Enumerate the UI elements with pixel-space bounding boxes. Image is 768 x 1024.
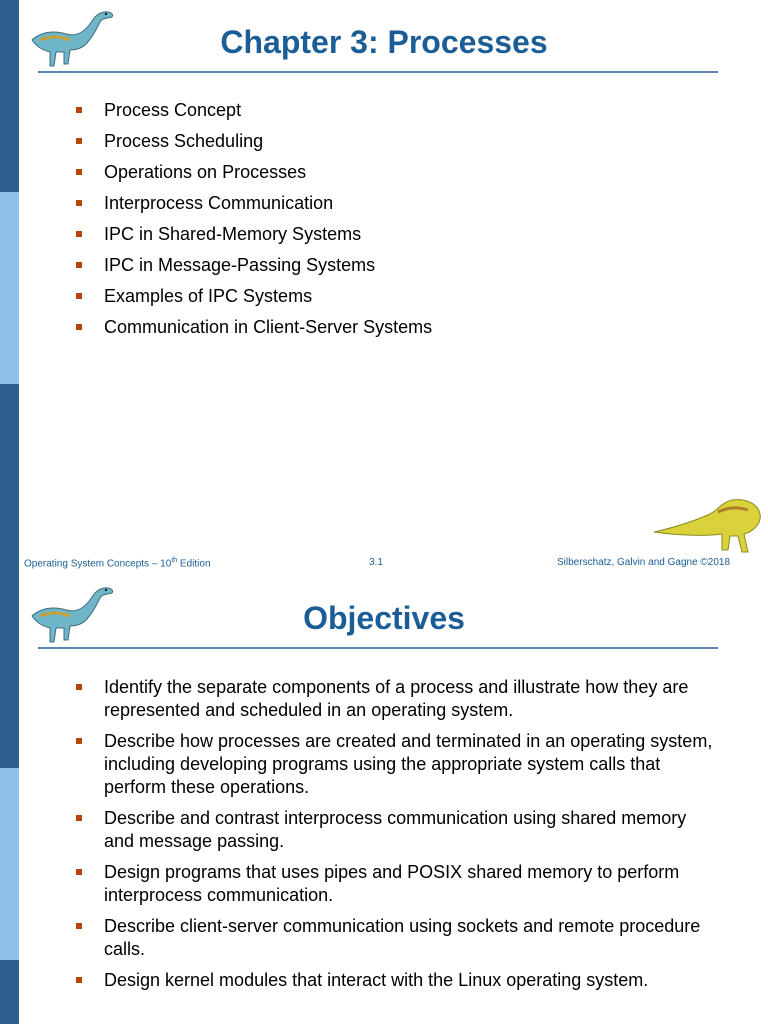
list-item: Design programs that uses pipes and POSIX shared memory to perform interprocess communication. xyxy=(76,861,716,907)
title-divider xyxy=(38,647,718,649)
bullet-list xyxy=(76,676,716,1000)
bullet-square-icon xyxy=(76,231,82,237)
bullet-square-icon xyxy=(76,815,82,821)
bullet-square-icon xyxy=(76,293,82,299)
list-item: Describe and contrast interprocess communication using shared memory and message passing. xyxy=(76,807,716,853)
list-item: Process Scheduling xyxy=(76,130,716,153)
left-sidebar-stripe xyxy=(0,0,19,576)
footer-page-number: 3.1 xyxy=(369,557,383,568)
list-item: Communication in Client-Server Systems xyxy=(76,316,716,339)
bullet-list xyxy=(76,99,716,347)
left-sidebar-stripe xyxy=(0,576,19,1024)
bullet-square-icon xyxy=(76,169,82,175)
list-item: Process Concept xyxy=(76,99,716,122)
bullet-square-icon xyxy=(76,262,82,268)
footer-right: Silberschatz, Galvin and Gagne ©2018 xyxy=(557,557,731,568)
list-item: Design kernel modules that interact with the Linux operating system. xyxy=(76,969,716,992)
slide-title: Chapter 3: Processes xyxy=(220,24,548,60)
bullet-square-icon xyxy=(76,977,82,983)
title-divider xyxy=(38,71,718,73)
footer-left: Operating System Concepts – 10th Edition xyxy=(24,557,211,570)
bullet-square-icon xyxy=(76,107,82,113)
bullet-square-icon xyxy=(76,324,82,330)
list-item: Operations on Processes xyxy=(76,161,716,184)
bullet-square-icon xyxy=(76,869,82,875)
list-item: IPC in Shared-Memory Systems xyxy=(76,223,716,246)
bullet-square-icon xyxy=(76,684,82,690)
bullet-square-icon xyxy=(76,923,82,929)
list-item: Identify the separate components of a process and illustrate how they are represented and scheduled in an operating system. xyxy=(76,676,716,722)
bullet-square-icon xyxy=(76,738,82,744)
list-item: IPC in Message-Passing Systems xyxy=(76,254,716,277)
list-item: Describe client-server communication using sockets and remote procedure calls. xyxy=(76,915,716,961)
bullet-square-icon xyxy=(76,138,82,144)
slide-2 xyxy=(0,576,768,1024)
list-item: Interprocess Communication xyxy=(76,192,716,215)
slide-title: Objectives xyxy=(303,600,465,636)
list-item: Examples of IPC Systems xyxy=(76,285,716,308)
bullet-square-icon xyxy=(76,200,82,206)
dinosaur-corner-icon xyxy=(652,492,764,556)
list-item: Describe how processes are created and terminated in an operating system, including developing programs using the appropriate system calls that perform these operations. xyxy=(76,730,716,799)
